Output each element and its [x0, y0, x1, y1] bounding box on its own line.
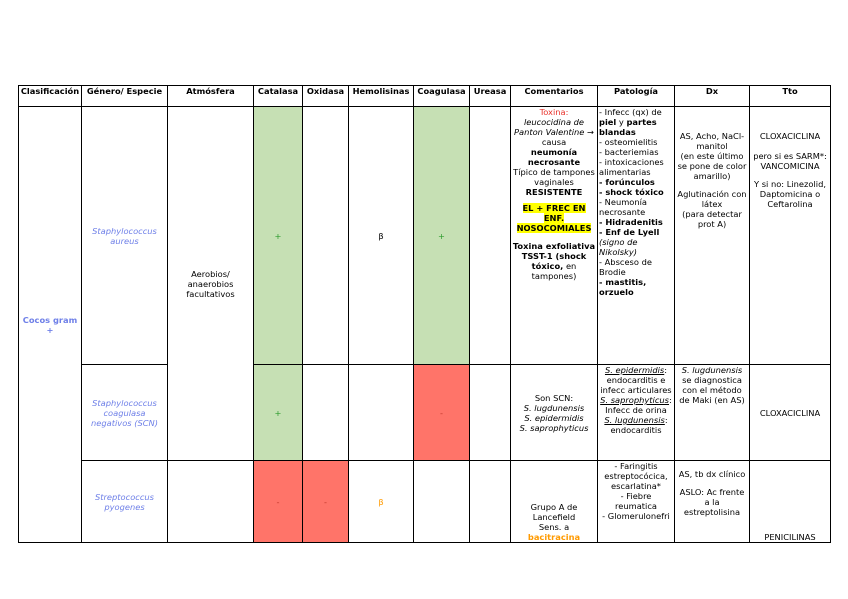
tto-cell: PENICILINAS: [750, 461, 831, 543]
species-cell: Staphylococcus aureus: [82, 107, 168, 365]
bacitracina-text: bacitracina: [527, 532, 581, 542]
catalase-cell: +: [254, 107, 303, 365]
species-cell: Staphylococcus coagulasa negativos (SCN): [82, 365, 168, 461]
catalase-cell: +: [254, 365, 303, 461]
pathology-line: - bacteriemias: [599, 147, 659, 157]
header-tto: Tto: [750, 86, 831, 107]
comment-line: Sens. a: [538, 522, 570, 532]
species-cell: Streptococcus pyogenes: [82, 461, 168, 543]
comment-line: S. lugdunensis: [523, 402, 585, 413]
dx-line: Aglutinación con látex: [677, 189, 747, 209]
table-row: [19, 365, 831, 461]
tto-line: pero si es SARM*: VANCOMICINA: [753, 151, 827, 171]
pathology-text: : endocarditis: [610, 415, 668, 435]
toxina-exfoliativa: Toxina exfoliativa: [512, 241, 596, 251]
pathology-line: - Enf de Lyell: [599, 227, 660, 237]
oxidase-cell: -: [303, 461, 349, 543]
pathology-line: - Faringitis estreptocócica, escarlatina*: [604, 461, 668, 491]
pathology-text: : endocarditis e infecc articulares: [600, 365, 672, 395]
pathology-line: - osteomielitis: [599, 137, 658, 147]
catalase-cell: -: [254, 461, 303, 543]
pathology-line: - intoxicaciones alimentarias: [599, 157, 664, 177]
header-dx: Dx: [675, 86, 750, 107]
comment-line: S. saprophyticus: [519, 422, 589, 433]
dx-line: se diagnostica con el método de Maki (en AS): [679, 375, 745, 405]
urease-cell: [470, 461, 511, 543]
pathology-species: S. saprophyticus: [600, 395, 670, 405]
pathology-y: y: [618, 117, 624, 127]
tto-cell: CLOXACICLINA: [750, 365, 831, 461]
coagulase-cell: -: [414, 365, 470, 461]
header-coagulasa: Coagulasa: [414, 86, 470, 107]
dx-line: (en este último se pone de color amarillo): [677, 151, 747, 181]
header-row: [19, 86, 831, 107]
pathology-line: - Absceso de Brodie: [599, 257, 652, 277]
dx-line: S. lugdunensis: [681, 365, 743, 375]
oxidase-cell: [303, 365, 349, 461]
pathology-cell: [598, 365, 675, 461]
urease-cell: [470, 365, 511, 461]
dx-line: AS, Acho, NaCl-manitol: [679, 131, 745, 151]
pathology-text: : Infecc de orina: [605, 395, 672, 415]
hemolysin-cell: β: [349, 461, 414, 543]
toxin-label: Toxina:: [539, 107, 569, 117]
coagulase-cell: +: [414, 107, 470, 365]
coagulase-cell: [414, 461, 470, 543]
header-hemolisinas: Hemolisinas: [349, 86, 414, 107]
header-clasificacion: Clasificación: [19, 86, 82, 107]
dx-line: AS, tb dx clínico: [678, 469, 746, 479]
header-genero: Género/ Especie: [82, 86, 168, 107]
header-ureasa: Ureasa: [470, 86, 511, 107]
hemolysin-cell: β: [349, 107, 414, 365]
neumonia-text: neumonía necrosante: [527, 147, 581, 167]
bacteria-table: [18, 85, 831, 543]
classification-cell: Cocos gram +: [19, 107, 82, 543]
tsst-text: TSST-1 (shock tóxico,: [521, 251, 587, 271]
comments-cell: [511, 365, 598, 461]
pathology-cell: [598, 107, 675, 365]
toxin-name: leucocidina de Panton Valentine: [514, 117, 585, 137]
tsst-end: en tampones): [531, 261, 577, 281]
dx-line: ASLO: Ac frente a la estreptolisina: [679, 487, 745, 517]
header-atmosfera: Atmósfera: [168, 86, 254, 107]
header-comentarios: Comentarios: [511, 86, 598, 107]
atmosphere-cell-empty: [168, 461, 254, 543]
table-row: [19, 107, 831, 365]
pathology-line: - forúnculos: [599, 177, 655, 187]
dx-cell: [675, 107, 750, 365]
hemolysin-cell: [349, 365, 414, 461]
comments-cell: [511, 107, 598, 365]
tto-cell: [750, 107, 831, 365]
pathology-partes-blandas: partes blandas: [599, 117, 657, 137]
urease-cell: [470, 107, 511, 365]
tto-line: Y si no: Linezolid, Daptomicina o Ceftarolina: [754, 179, 826, 209]
header-oxidasa: Oxidasa: [303, 86, 349, 107]
pathology-line: - Infecc (qx) de: [599, 107, 662, 117]
pathology-line: - Hidradenitis: [599, 217, 663, 227]
header-patologia: Patología: [598, 86, 675, 107]
pathology-line: - Neumonía necrosante: [599, 197, 648, 217]
pathology-species: S. epidermidis: [604, 365, 665, 375]
pathology-line: - Fiebre reumatica: [615, 491, 657, 511]
pathology-cell: [598, 461, 675, 543]
pathology-line: - Glomerulonefri: [602, 511, 670, 521]
comment-line: Grupo A de Lancefield: [530, 502, 578, 522]
dx-cell: [675, 461, 750, 543]
comments-cell: [511, 461, 598, 543]
pathology-piel: piel: [599, 117, 617, 127]
pathology-line: - mastitis, orzuelo: [599, 277, 647, 297]
toxin-effect: → causa: [541, 127, 594, 147]
header-catalasa: Catalasa: [254, 86, 303, 107]
pathology-nikolsky: (signo de Nikolsky): [599, 237, 638, 257]
pathology-line: - shock tóxico: [599, 187, 664, 197]
dx-cell: [675, 365, 750, 461]
comment-line: S. epidermidis: [524, 412, 584, 423]
resistente-text: RESISTENTE: [525, 187, 583, 197]
nosocomial-highlight: EL + FREC EN ENF. NOSOCOMIALES: [516, 203, 592, 233]
dx-line: (para detectar prot A): [682, 209, 742, 229]
tampones-text: Típico de tampones vaginales: [513, 167, 595, 187]
table-row: [19, 461, 831, 543]
comment-line: Son SCN:: [534, 392, 574, 403]
pathology-species: S. lugdunensis: [604, 415, 665, 425]
atmosphere-cell: Aerobios/ anaerobios facultativos: [168, 107, 254, 461]
oxidase-cell: [303, 107, 349, 365]
tto-line: CLOXACICLINA: [759, 131, 821, 141]
